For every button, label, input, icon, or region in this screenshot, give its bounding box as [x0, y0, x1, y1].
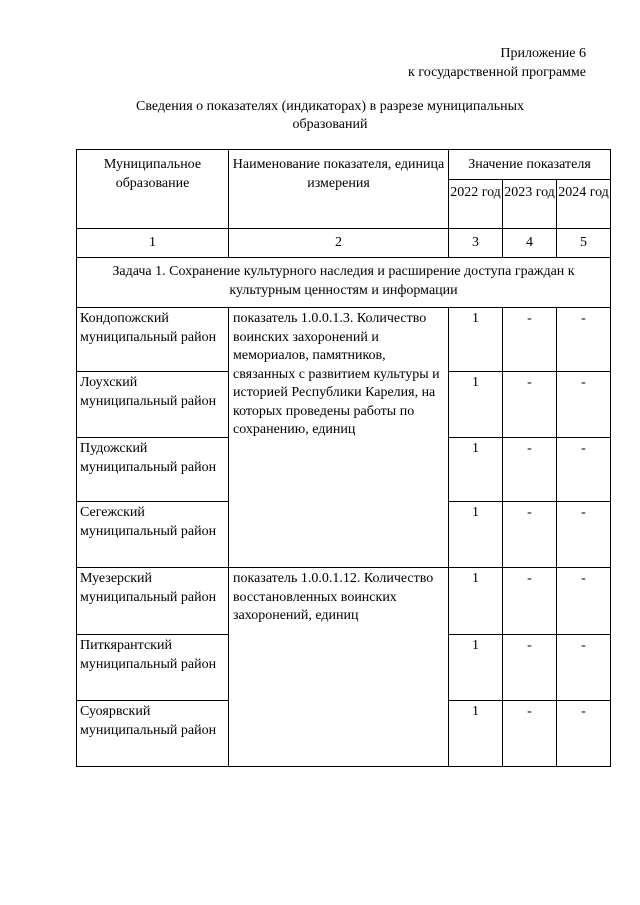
municipality-cell: Кондопожский муниципальный район: [77, 308, 229, 372]
header-year-2024: 2024 год: [557, 180, 611, 229]
column-number: 3: [449, 229, 503, 258]
value-2024-cell: -: [557, 568, 611, 635]
column-number: 1: [77, 229, 229, 258]
municipality-cell: Муезерский муниципальный район: [77, 568, 229, 635]
value-2024-cell: -: [557, 701, 611, 767]
column-number: 2: [229, 229, 449, 258]
value-2022-cell: 1: [449, 568, 503, 635]
header-year-2022: 2022 год: [449, 180, 503, 229]
header-value: Значение показателя: [449, 150, 611, 180]
column-number-row: [77, 229, 611, 258]
value-2022-cell: 1: [449, 308, 503, 372]
value-2024-cell: -: [557, 372, 611, 438]
table-row: [77, 568, 611, 635]
value-2023-cell: -: [503, 308, 557, 372]
value-2024-cell: -: [557, 502, 611, 568]
value-2022-cell: 1: [449, 438, 503, 502]
value-2023-cell: -: [503, 502, 557, 568]
header-indicator: Наименование показателя, единица измерения: [229, 150, 449, 229]
value-2023-cell: -: [503, 635, 557, 701]
value-2022-cell: 1: [449, 635, 503, 701]
value-2024-cell: -: [557, 635, 611, 701]
header-municipality: Муниципальное образование: [77, 150, 229, 229]
value-2022-cell: 1: [449, 502, 503, 568]
municipality-cell: Сегежский муниципальный район: [77, 502, 229, 568]
municipality-cell: Пудожский муниципальный район: [77, 438, 229, 502]
appendix-line-1: Приложение 6: [500, 46, 586, 61]
document-title-line-2: образований: [292, 117, 368, 132]
value-2022-cell: 1: [449, 701, 503, 767]
indicator-cell: показатель 1.0.0.1.3. Количество воинских захоронений и мемориалов, памятников, связанных с развитием культуры и историей Республики Карелия, на которых проведены работы по сохранению, единиц: [229, 308, 449, 568]
value-2023-cell: -: [503, 701, 557, 767]
municipality-cell: Суоярвский муниципальный район: [77, 701, 229, 767]
appendix-line-2: к государственной программе: [408, 65, 586, 80]
value-2023-cell: -: [503, 438, 557, 502]
task-row: [77, 258, 611, 308]
value-2023-cell: -: [503, 372, 557, 438]
value-2024-cell: -: [557, 308, 611, 372]
document-title: [120, 98, 540, 134]
document-title-line-1: Сведения о показателях (индикаторах) в разрезе муниципальных: [135, 99, 524, 114]
municipality-cell: Питкярантский муниципальный район: [77, 635, 229, 701]
column-number: 4: [503, 229, 557, 258]
value-2023-cell: -: [503, 568, 557, 635]
value-2022-cell: 1: [449, 372, 503, 438]
indicators-table: [76, 149, 611, 767]
value-2024-cell: -: [557, 438, 611, 502]
table-header-row: [77, 150, 611, 180]
municipality-cell: Лоухский муниципальный район: [77, 372, 229, 438]
column-number: 5: [557, 229, 611, 258]
appendix-label: [408, 44, 586, 82]
header-year-2023: 2023 год: [503, 180, 557, 229]
table-row: [77, 308, 611, 372]
task-title: Задача 1. Сохранение культурного наследия и расширение доступа граждан к культурным ценностям и информации: [77, 258, 611, 308]
indicator-cell: показатель 1.0.0.1.12. Количество восстановленных воинских захоронений, единиц: [229, 568, 449, 767]
